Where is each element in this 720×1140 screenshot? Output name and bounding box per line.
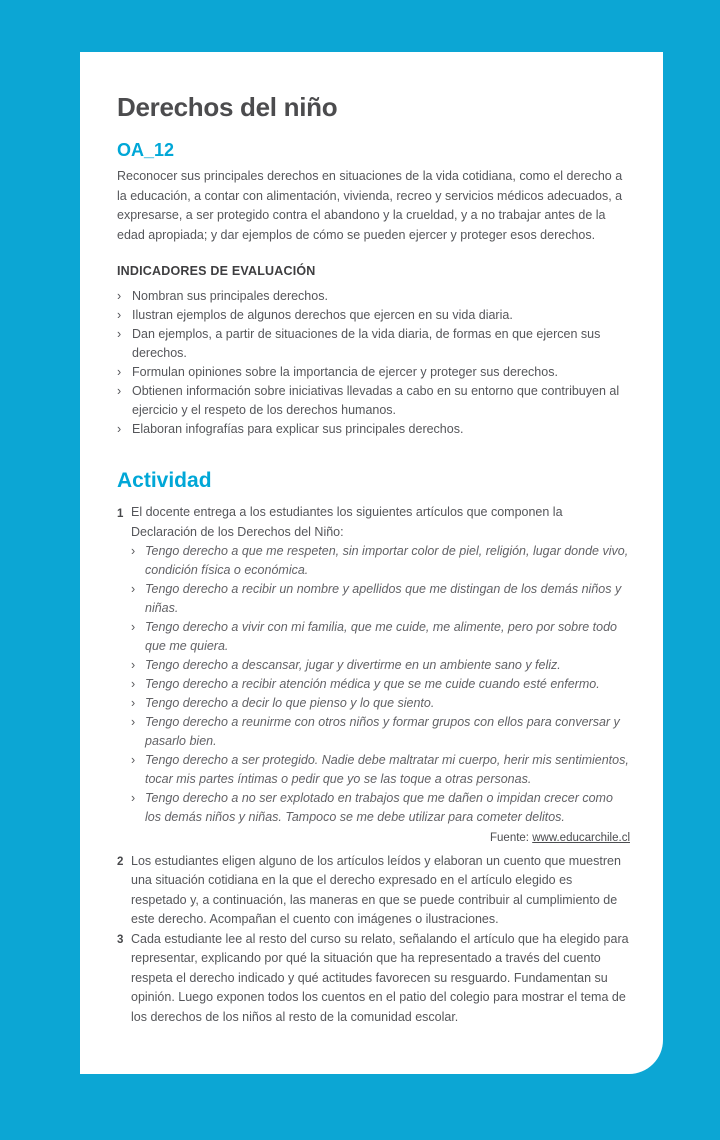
step-number: 1 — [117, 507, 124, 520]
chevron-bullet-icon: › — [131, 658, 136, 672]
document-card — [80, 52, 663, 1074]
chevron-bullet-icon: › — [131, 620, 136, 634]
article-item — [131, 789, 630, 827]
indicator-item — [117, 325, 630, 363]
step-body — [131, 503, 630, 852]
chevron-bullet-icon: › — [131, 677, 136, 691]
source-line — [131, 829, 630, 849]
indicator-text: Ilustran ejemplos de algunos derechos que ejercen en su vida diaria. — [132, 308, 513, 322]
activity-heading: Actividad — [117, 469, 212, 492]
chevron-bullet-icon: › — [131, 696, 136, 710]
chevron-bullet-icon: › — [117, 308, 122, 322]
article-item — [131, 542, 630, 580]
chevron-bullet-icon: › — [131, 582, 136, 596]
article-text: Tengo derecho a recibir un nombre y apellidos que me distingan de los demás niños y niñas. — [145, 582, 622, 615]
article-text: Tengo derecho a reunirme con otros niños y formar grupos con ellos para conversar y pasarlo bien. — [145, 715, 620, 748]
oa-section — [117, 140, 630, 245]
indicators-list — [117, 287, 630, 439]
activity-step — [117, 930, 630, 1028]
chevron-bullet-icon: › — [117, 365, 122, 379]
activity-step — [117, 852, 630, 930]
indicator-text: Nombran sus principales derechos. — [132, 289, 328, 303]
indicator-item — [117, 363, 630, 382]
indicator-text: Dan ejemplos, a partir de situaciones de la vida diaria, de formas en que ejercen sus derechos. — [132, 327, 601, 360]
step-text: El docente entrega a los estudiantes los siguientes artículos que componen la Declaración de los Derechos del Niño: — [131, 505, 563, 539]
article-text: Tengo derecho a no ser explotado en trabajos que me dañen o impidan crecer como los demás niños y niñas. Tampoco se me debe utilizar para cometer delitos. — [145, 791, 613, 824]
source-link[interactable]: www.educarchile.cl — [532, 832, 630, 844]
step-body — [131, 852, 630, 930]
article-text: Tengo derecho a que me respeten, sin importar color de piel, religión, lugar donde vivo, condición física o económica. — [145, 544, 629, 577]
activity-steps — [117, 503, 630, 1027]
indicator-item — [117, 306, 630, 325]
activity-step — [117, 503, 630, 852]
step-text: Cada estudiante lee al resto del curso su relato, señalando el artículo que ha elegido para representar, explicando por qué la situación que ha representado a través del cuento respeta el derecho indicado y qué actitudes favorecen su resguardo. Fundamentan su opinión. Luego exponen todos los cuentos en el patio del colegio para mostrar el tema de los derechos de los niños al resto de la comunidad escolar. — [131, 931, 629, 1024]
step-number: 3 — [117, 934, 124, 946]
chevron-bullet-icon: › — [117, 422, 122, 436]
article-item — [131, 675, 630, 694]
article-item — [131, 580, 630, 618]
chevron-bullet-icon: › — [117, 327, 122, 341]
chevron-bullet-icon: › — [117, 289, 122, 303]
activity-section — [117, 469, 630, 1027]
article-text: Tengo derecho a recibir atención médica y que se me cuide cuando esté enfermo. — [145, 677, 600, 691]
step-body — [131, 930, 630, 1028]
indicators-heading: INDICADORES DE EVALUACIÓN — [117, 264, 316, 278]
indicator-text: Formulan opiniones sobre la importancia de ejercer y proteger sus derechos. — [132, 365, 558, 379]
article-item — [131, 713, 630, 751]
indicators-section — [117, 264, 630, 439]
article-item — [131, 656, 630, 675]
article-text: Tengo derecho a decir lo que pienso y lo que siento. — [145, 696, 435, 710]
indicator-item — [117, 420, 630, 439]
chevron-bullet-icon: › — [117, 384, 122, 398]
article-text: Tengo derecho a ser protegido. Nadie debe maltratar mi cuerpo, herir mis sentimientos, tocar mis partes íntimas o pedir que yo se las toque a otras personas. — [145, 753, 629, 786]
article-item — [131, 751, 630, 789]
chevron-bullet-icon: › — [131, 753, 136, 767]
article-item — [131, 618, 630, 656]
article-item — [131, 694, 630, 713]
chevron-bullet-icon: › — [131, 791, 136, 805]
oa-description: Reconocer sus principales derechos en situaciones de la vida cotidiana, como el derecho a la educación, a contar con alimentación, vivienda, recreo y servicios médicos adecuados, a expresarse, a ser protegido contra el abandono y la crueldad, y a no trabajar antes de la edad apropiada; y dar ejemplos de cómo se pueden ejercer y proteger esos derechos. — [117, 169, 623, 242]
page-title: Derechos del niño — [117, 92, 338, 122]
step-number: 2 — [117, 856, 124, 868]
indicator-item — [117, 287, 630, 306]
chevron-bullet-icon: › — [131, 544, 136, 558]
indicator-text: Elaboran infografías para explicar sus principales derechos. — [132, 422, 464, 436]
indicator-text: Obtienen información sobre iniciativas llevadas a cabo en su entorno que contribuyen al ejercicio y el respeto de los derechos humanos. — [132, 384, 620, 417]
article-text: Tengo derecho a descansar, jugar y divertirme en un ambiente sano y feliz. — [145, 658, 561, 672]
chevron-bullet-icon: › — [131, 715, 136, 729]
indicator-item — [117, 382, 630, 420]
step-text: Los estudiantes eligen alguno de los artículos leídos y elaboran un cuento que muestren una situación cotidiana en la que el derecho expresado en el artículo elegido es respetado y, a continuación, las maneras en que se puede contribuir al cumplimiento de este derecho. Acompañan el cuento con imágenes o ilustraciones. — [131, 853, 621, 926]
article-text: Tengo derecho a vivir con mi familia, que me cuide, me alimente, pero por sobre todo que me quiera. — [145, 620, 618, 653]
source-label: Fuente: — [490, 832, 533, 844]
articles-list — [131, 542, 630, 827]
oa-code-heading: OA_12 — [117, 140, 175, 160]
